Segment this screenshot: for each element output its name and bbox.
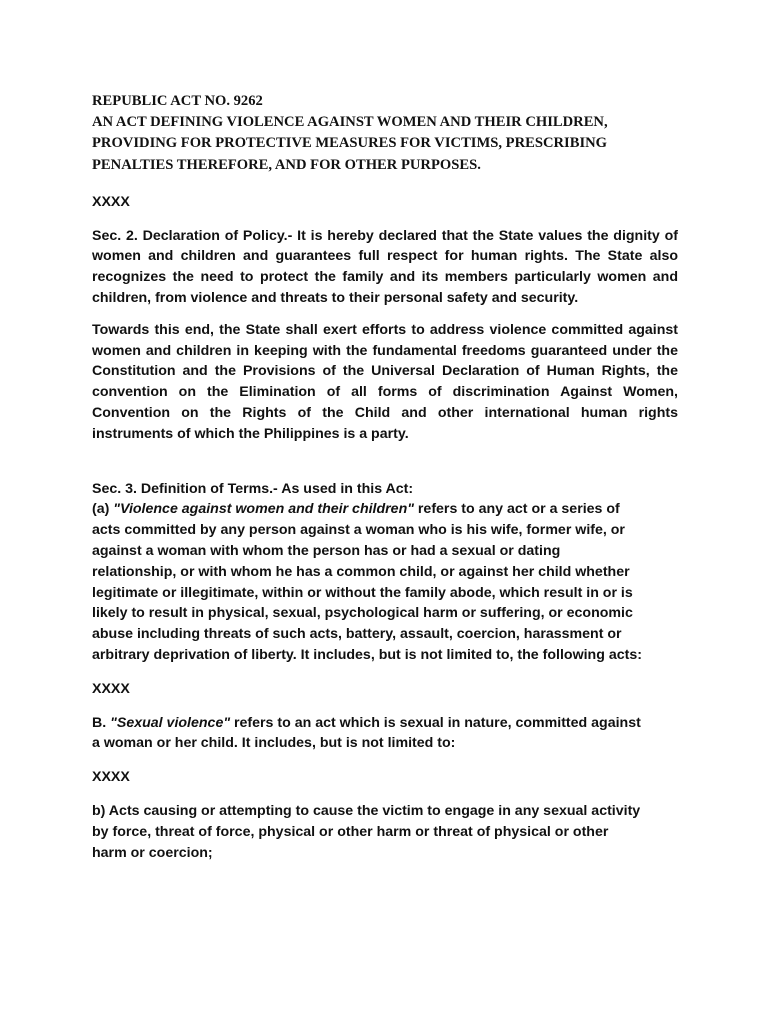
sec3-heading: Sec. 3. Definition of Terms.- As used in this Act: (92, 480, 414, 497)
sec3-b-term: "Sexual violence" (110, 714, 231, 731)
sec3-a-prefix: (a) (92, 501, 114, 518)
sec3-a-term: "Violence against women and their children" (113, 501, 414, 518)
sec2-paragraph-2: Towards this end, the State shall exert efforts to address violence committed against women and children in keeping with the fundamental freedoms guaranteed under the Constitution and the Provisions of the Universal Declaration of Human Rights, the convention on the Elimination of all forms of discrimination Against Women, Convention on the Rights of the Child and other international human rights instruments of which the Philippines is a party. (92, 321, 678, 442)
sec2-paragraph-1: Sec. 2. Declaration of Policy.- It is hereby declared that the State values the dignity of women and children and guarantees full respect for human rights. The State also recognizes the need to protect the family and its members particularly women and children, from violence and threats to their personal safety and security. (92, 227, 678, 306)
sec3-a-line: against a woman with whom the person has or had a sexual or dating (92, 542, 561, 559)
act-title-line-2: PROVIDING FOR PROTECTIVE MEASURES FOR VICTIMS, PRESCRIBING (92, 135, 608, 152)
sec3-a-line: acts committed by any person against a woman who is his wife, former wife, or (92, 522, 625, 539)
sec3-a-line: likely to result in physical, sexual, psychological harm or suffering, or economic (92, 605, 633, 622)
act-title-line-1: AN ACT DEFINING VIOLENCE AGAINST WOMEN AND THEIR CHILDREN, (92, 114, 608, 131)
act-number: REPUBLIC ACT NO. 9262 (92, 93, 263, 109)
act-title-line-3: PENALTIES THEREFORE, AND FOR OTHER PURPOSES. (92, 156, 481, 173)
sec3-b-line1-rest: refers to an act which is sexual in nature, committed against (230, 714, 641, 731)
sec3-b-line-2: a woman or her child. It includes, but is not limited to: (92, 735, 456, 752)
sec3-b-prefix: B. (92, 714, 111, 731)
sec3-a-line: arbitrary deprivation of liberty. It includes, but is not limited to, the following acts: (92, 646, 642, 663)
omission-marker: XXXX (92, 193, 130, 210)
sec3-a-line: legitimate or illegitimate, within or without the family abode, which result in or is (92, 584, 633, 601)
sec3-bb-line: by force, threat of force, physical or other harm or threat of physical or other (92, 823, 609, 840)
sec3-bb-line: b) Acts causing or attempting to cause the victim to engage in any sexual activity (92, 802, 641, 819)
omission-marker: XXXX (92, 680, 130, 697)
sec3-section (92, 479, 678, 864)
sec3-a-line-1 (92, 499, 678, 520)
sec3-a-line: relationship, or with whom he has a common child, or against her child whether (92, 563, 630, 580)
act-header (92, 91, 678, 176)
sec3-a-line1-rest: refers to any act or a series of (413, 501, 620, 518)
document-page (92, 91, 678, 863)
sec3-a-line: abuse including threats of such acts, battery, assault, coercion, harassment or (92, 626, 622, 643)
omission-marker: XXXX (92, 769, 130, 786)
sec3-b-line-1 (92, 713, 678, 734)
sec3-bb-line: harm or coercion; (92, 844, 213, 861)
